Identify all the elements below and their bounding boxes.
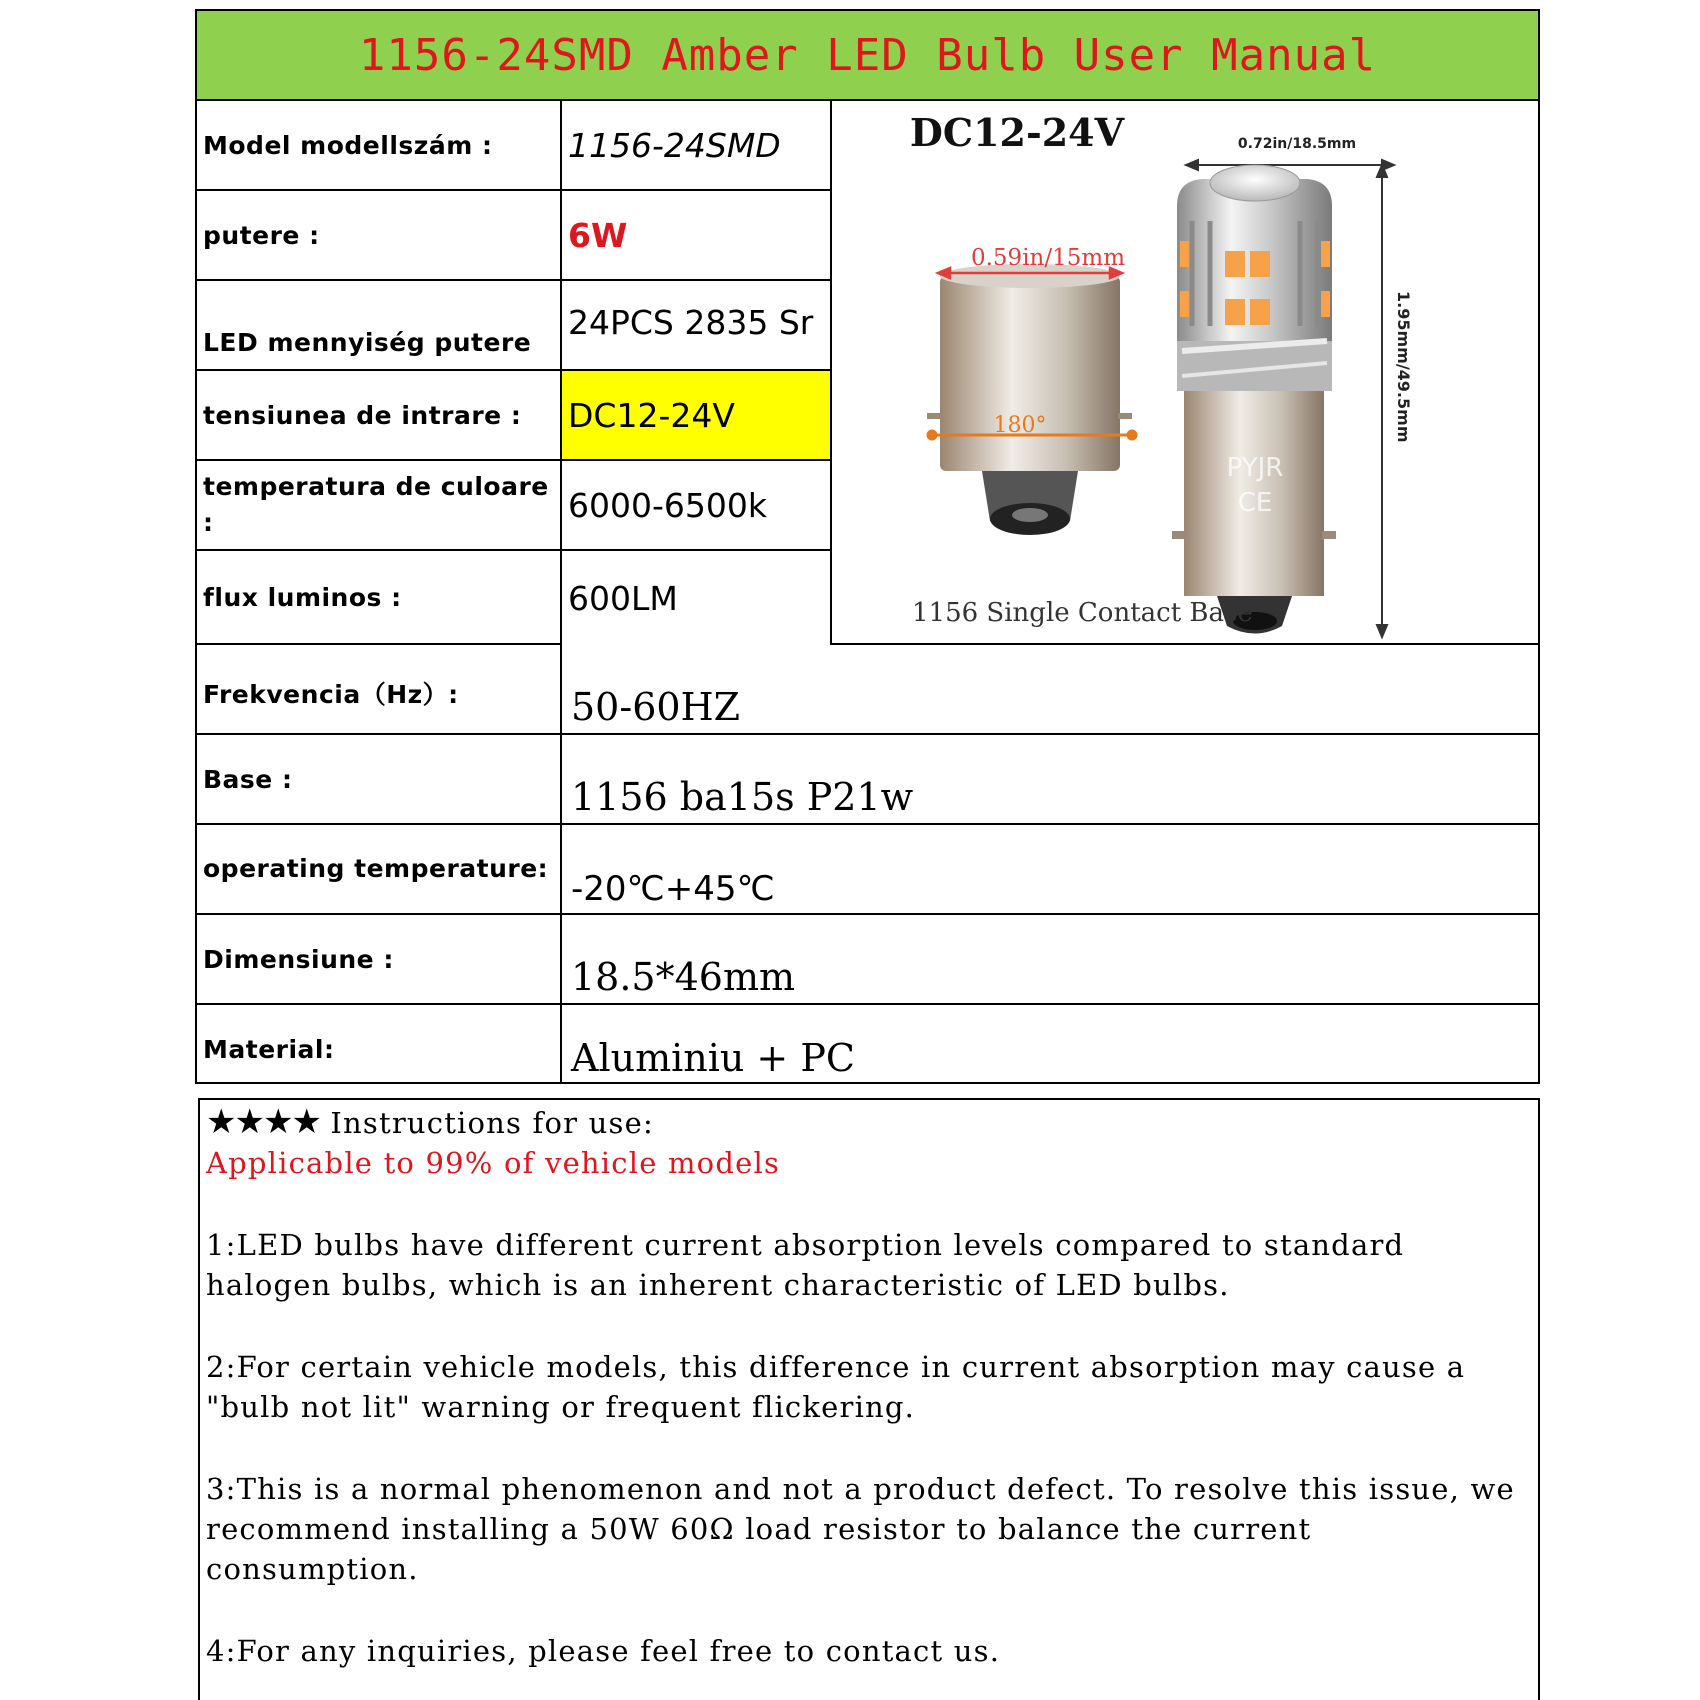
image-voltage-label: DC12-24V (909, 110, 1125, 155)
base-bulb (927, 264, 1132, 535)
instructions-title: Instructions for use: (330, 1106, 654, 1140)
color-temp-label: temperatura de culoare : (197, 461, 562, 551)
luminous-flux-label: flux luminos : (197, 551, 562, 645)
height-arrow (1377, 165, 1387, 637)
compatibility-note: Applicable to 99% of vehicle models (206, 1146, 781, 1180)
material-value: Aluminiu + PC (571, 1036, 855, 1080)
operating-temp-value: -20℃+45℃ (562, 825, 1540, 915)
led-qty-value: 24PCS 2835 Sr (562, 281, 832, 371)
instructions-box (198, 1098, 1540, 1700)
height-label: 1.95mm/49.5mm (1394, 291, 1413, 443)
instruction-item-2: 2:For certain vehicle models, this difference in current absorption may cause a "bulb not lit" warning or frequent flickering. (206, 1350, 1466, 1424)
model-label: Model modellszám : (197, 101, 562, 191)
operating-temp-label: operating temperature: (197, 825, 562, 915)
page-title: 1156-24SMD Amber LED Bulb User Manual (197, 11, 1538, 101)
power-label: putere : (197, 191, 562, 281)
rating-stars: ★★★★ (206, 1102, 320, 1142)
input-voltage-value: DC12-24V (562, 371, 832, 461)
base-label: Base : (197, 735, 562, 825)
color-temp-value: 6000-6500k (562, 461, 832, 551)
base-width-label: 0.59in/15mm (970, 245, 1126, 271)
product-image (832, 101, 1540, 645)
image-caption: 1156 Single Contact Base (912, 598, 1253, 628)
input-voltage-label: tensiunea de intrare : (197, 371, 562, 461)
top-width-arrow (1186, 160, 1394, 170)
led-qty-label: LED mennyiség putere (197, 281, 562, 371)
instruction-item-4: 4:For any inquiries, please feel free to contact us. (206, 1634, 1001, 1668)
led-bulb (1172, 165, 1336, 634)
cert-label: CE (1237, 488, 1273, 518)
spec-table (195, 9, 1540, 1084)
base-value: 1156 ba15s P21w (562, 735, 1540, 825)
material-label: Material: (197, 1005, 562, 1084)
power-value: 6W (562, 191, 832, 281)
instructions-heading (206, 1102, 1532, 1143)
instruction-item-1: 1:LED bulbs have different current absorption levels compared to standard halogen bulbs, which is an inherent characteristic of LED bulbs. (206, 1228, 1405, 1302)
model-value: 1156-24SMD (562, 101, 832, 191)
brand-label: PYJR (1226, 453, 1284, 483)
dimension-label: Dimensiune : (197, 915, 562, 1005)
instruction-item-3: 3:This is a normal phenomenon and not a product defect. To resolve this issue, we recommend installing a 50W 60Ω load resistor to balance the current consumption. (206, 1472, 1515, 1586)
frequency-label: Frekvencia（Hz）: (197, 645, 562, 735)
luminous-flux-value: 600LM (562, 551, 832, 645)
angle-label: 180° (993, 413, 1047, 438)
dimension-value: 18.5*46mm (562, 915, 1540, 1005)
frequency-value: 50-60HZ (562, 645, 1540, 735)
top-width-label: 0.72in/18.5mm (1237, 136, 1357, 152)
